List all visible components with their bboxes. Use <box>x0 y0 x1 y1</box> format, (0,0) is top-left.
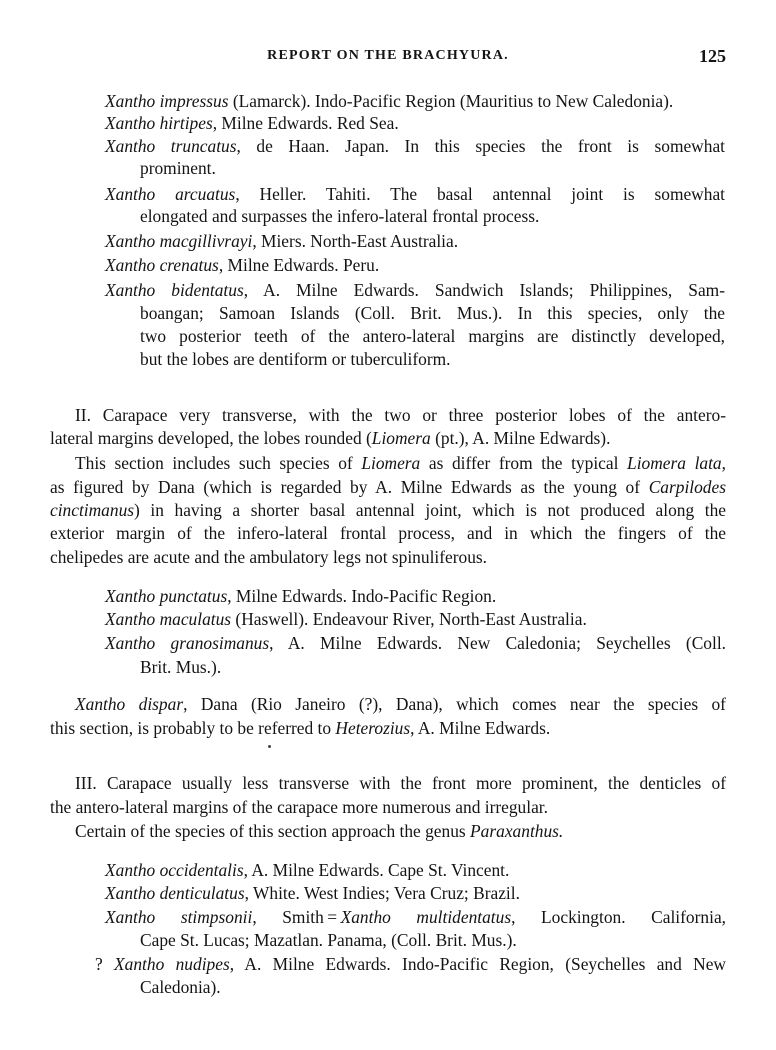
synonym-name: Xantho multidentatus <box>340 907 512 927</box>
species-note-continued: Brit. Mus.). <box>140 657 222 677</box>
species-name: Xantho granosimanus <box>105 633 270 653</box>
species-entry: Xantho granosimanus, A. Milne Edwards. New Caledonia; Seychelles (Coll. <box>105 633 726 653</box>
species-name: Xantho stimpsonii <box>105 907 253 927</box>
stray-dot <box>268 745 271 748</box>
species-entry: Xantho hirtipes, Milne Edwards. Red Sea. <box>105 113 399 133</box>
species-name: Xantho macgillivrayi <box>105 231 253 251</box>
species-note-continued: two posterior teeth of the antero-lateral margins are distinctly developed, <box>140 326 725 346</box>
species-entry: Xantho crenatus, Milne Edwards. Peru. <box>105 255 380 275</box>
species-name: Xantho impressus <box>105 91 229 111</box>
running-head: REPORT ON THE BRACHYURA. <box>267 48 509 63</box>
paragraph-line: exterior margin of the infero-lateral frontal process, and in which the fingers of the <box>50 523 726 543</box>
section-heading-iii-continued: the antero-lateral margins of the carapace more numerous and irregular. <box>50 797 548 817</box>
species-entry: Xantho impressus (Lamarck). Indo-Pacific Region (Mauritius to New Caledonia). <box>105 91 674 111</box>
species-name: Xantho arcuatus <box>105 184 236 204</box>
species-entry: Xantho denticulatus, White. West Indies; Vera Cruz; Brazil. <box>105 883 520 903</box>
section-heading-ii-continued: lateral margins developed, the lobes rounded (Liomera (pt.), A. Milne Edwards). <box>50 428 611 448</box>
section-heading-iii: III. Carapace usually less transverse with the front more prominent, the denticles of <box>75 773 726 793</box>
paragraph-line: Xantho dispar, Dana (Rio Janeiro (?), Dana), which comes near the species of <box>75 694 726 714</box>
species-name: Xantho occidentalis <box>105 860 244 880</box>
species-entry: Xantho truncatus, de Haan. Japan. In this species the front is somewhat <box>105 136 725 156</box>
species-note-continued: boangan; Samoan Islands (Coll. Brit. Mus.). In this species, only the <box>140 303 725 323</box>
species-name: Xantho truncatus <box>105 136 237 156</box>
species-note-continued: but the lobes are dentiform or tuberculiform. <box>140 349 451 369</box>
paragraph-line: cinctimanus) in having a shorter basal antennal joint, which is not produced along the <box>50 500 726 520</box>
query-mark: ? <box>95 954 115 974</box>
species-name: Xantho bidentatus <box>105 280 244 300</box>
species-name: Xantho hirtipes <box>105 113 213 133</box>
paragraph-line: This section includes such species of Liomera as differ from the typical Liomera lata, <box>75 453 726 473</box>
species-entry: Xantho stimpsonii, Smith = Xantho multidentatus, Lockington. California, <box>105 907 727 927</box>
species-name: Xantho punctatus <box>105 586 228 606</box>
page-header <box>0 46 776 70</box>
page-number: 125 <box>699 46 726 66</box>
species-name: Xantho crenatus <box>105 255 219 275</box>
species-entry: Xantho occidentalis, A. Milne Edwards. Cape St. Vincent. <box>105 860 510 880</box>
species-note-continued: Caledonia). <box>140 977 221 997</box>
species-note-continued: elongated and surpasses the infero-lateral frontal process. <box>140 206 540 226</box>
species-note-continued: prominent. <box>140 158 216 178</box>
section-heading-ii: II. Carapace very transverse, with the two or three posterior lobes of the antero- <box>75 405 726 425</box>
species-name: Xantho maculatus <box>105 609 232 629</box>
species-name: Xantho nudipes <box>114 954 230 974</box>
species-entry: Xantho macgillivrayi, Miers. North-East Australia. <box>105 231 459 251</box>
species-entry: Xantho bidentatus, A. Milne Edwards. Sandwich Islands; Philippines, Sam- <box>105 280 725 300</box>
species-note-continued: Cape St. Lucas; Mazatlan. Panama, (Coll. Brit. Mus.). <box>140 930 517 950</box>
paragraph-line: chelipedes are acute and the ambulatory legs not spinuliferous. <box>50 547 488 567</box>
species-entry: Xantho maculatus (Haswell). Endeavour River, North-East Australia. <box>105 609 587 629</box>
species-entry: Xantho punctatus, Milne Edwards. Indo-Pacific Region. <box>105 586 497 606</box>
paragraph-line: this section, is probably to be referred to Heterozius, A. Milne Edwards. <box>50 718 551 738</box>
species-entry: ? Xantho nudipes, A. Milne Edwards. Indo-Pacific Region, (Seychelles and New <box>95 954 726 974</box>
species-entry: Xantho arcuatus, Heller. Tahiti. The basal antennal joint is somewhat <box>105 184 725 204</box>
paragraph-line: Certain of the species of this section approach the genus Paraxanthus. <box>75 821 564 841</box>
species-name: Xantho denticulatus <box>105 883 245 903</box>
paragraph-line: as figured by Dana (which is regarded by A. Milne Edwards as the young of Carpilodes <box>50 477 726 497</box>
